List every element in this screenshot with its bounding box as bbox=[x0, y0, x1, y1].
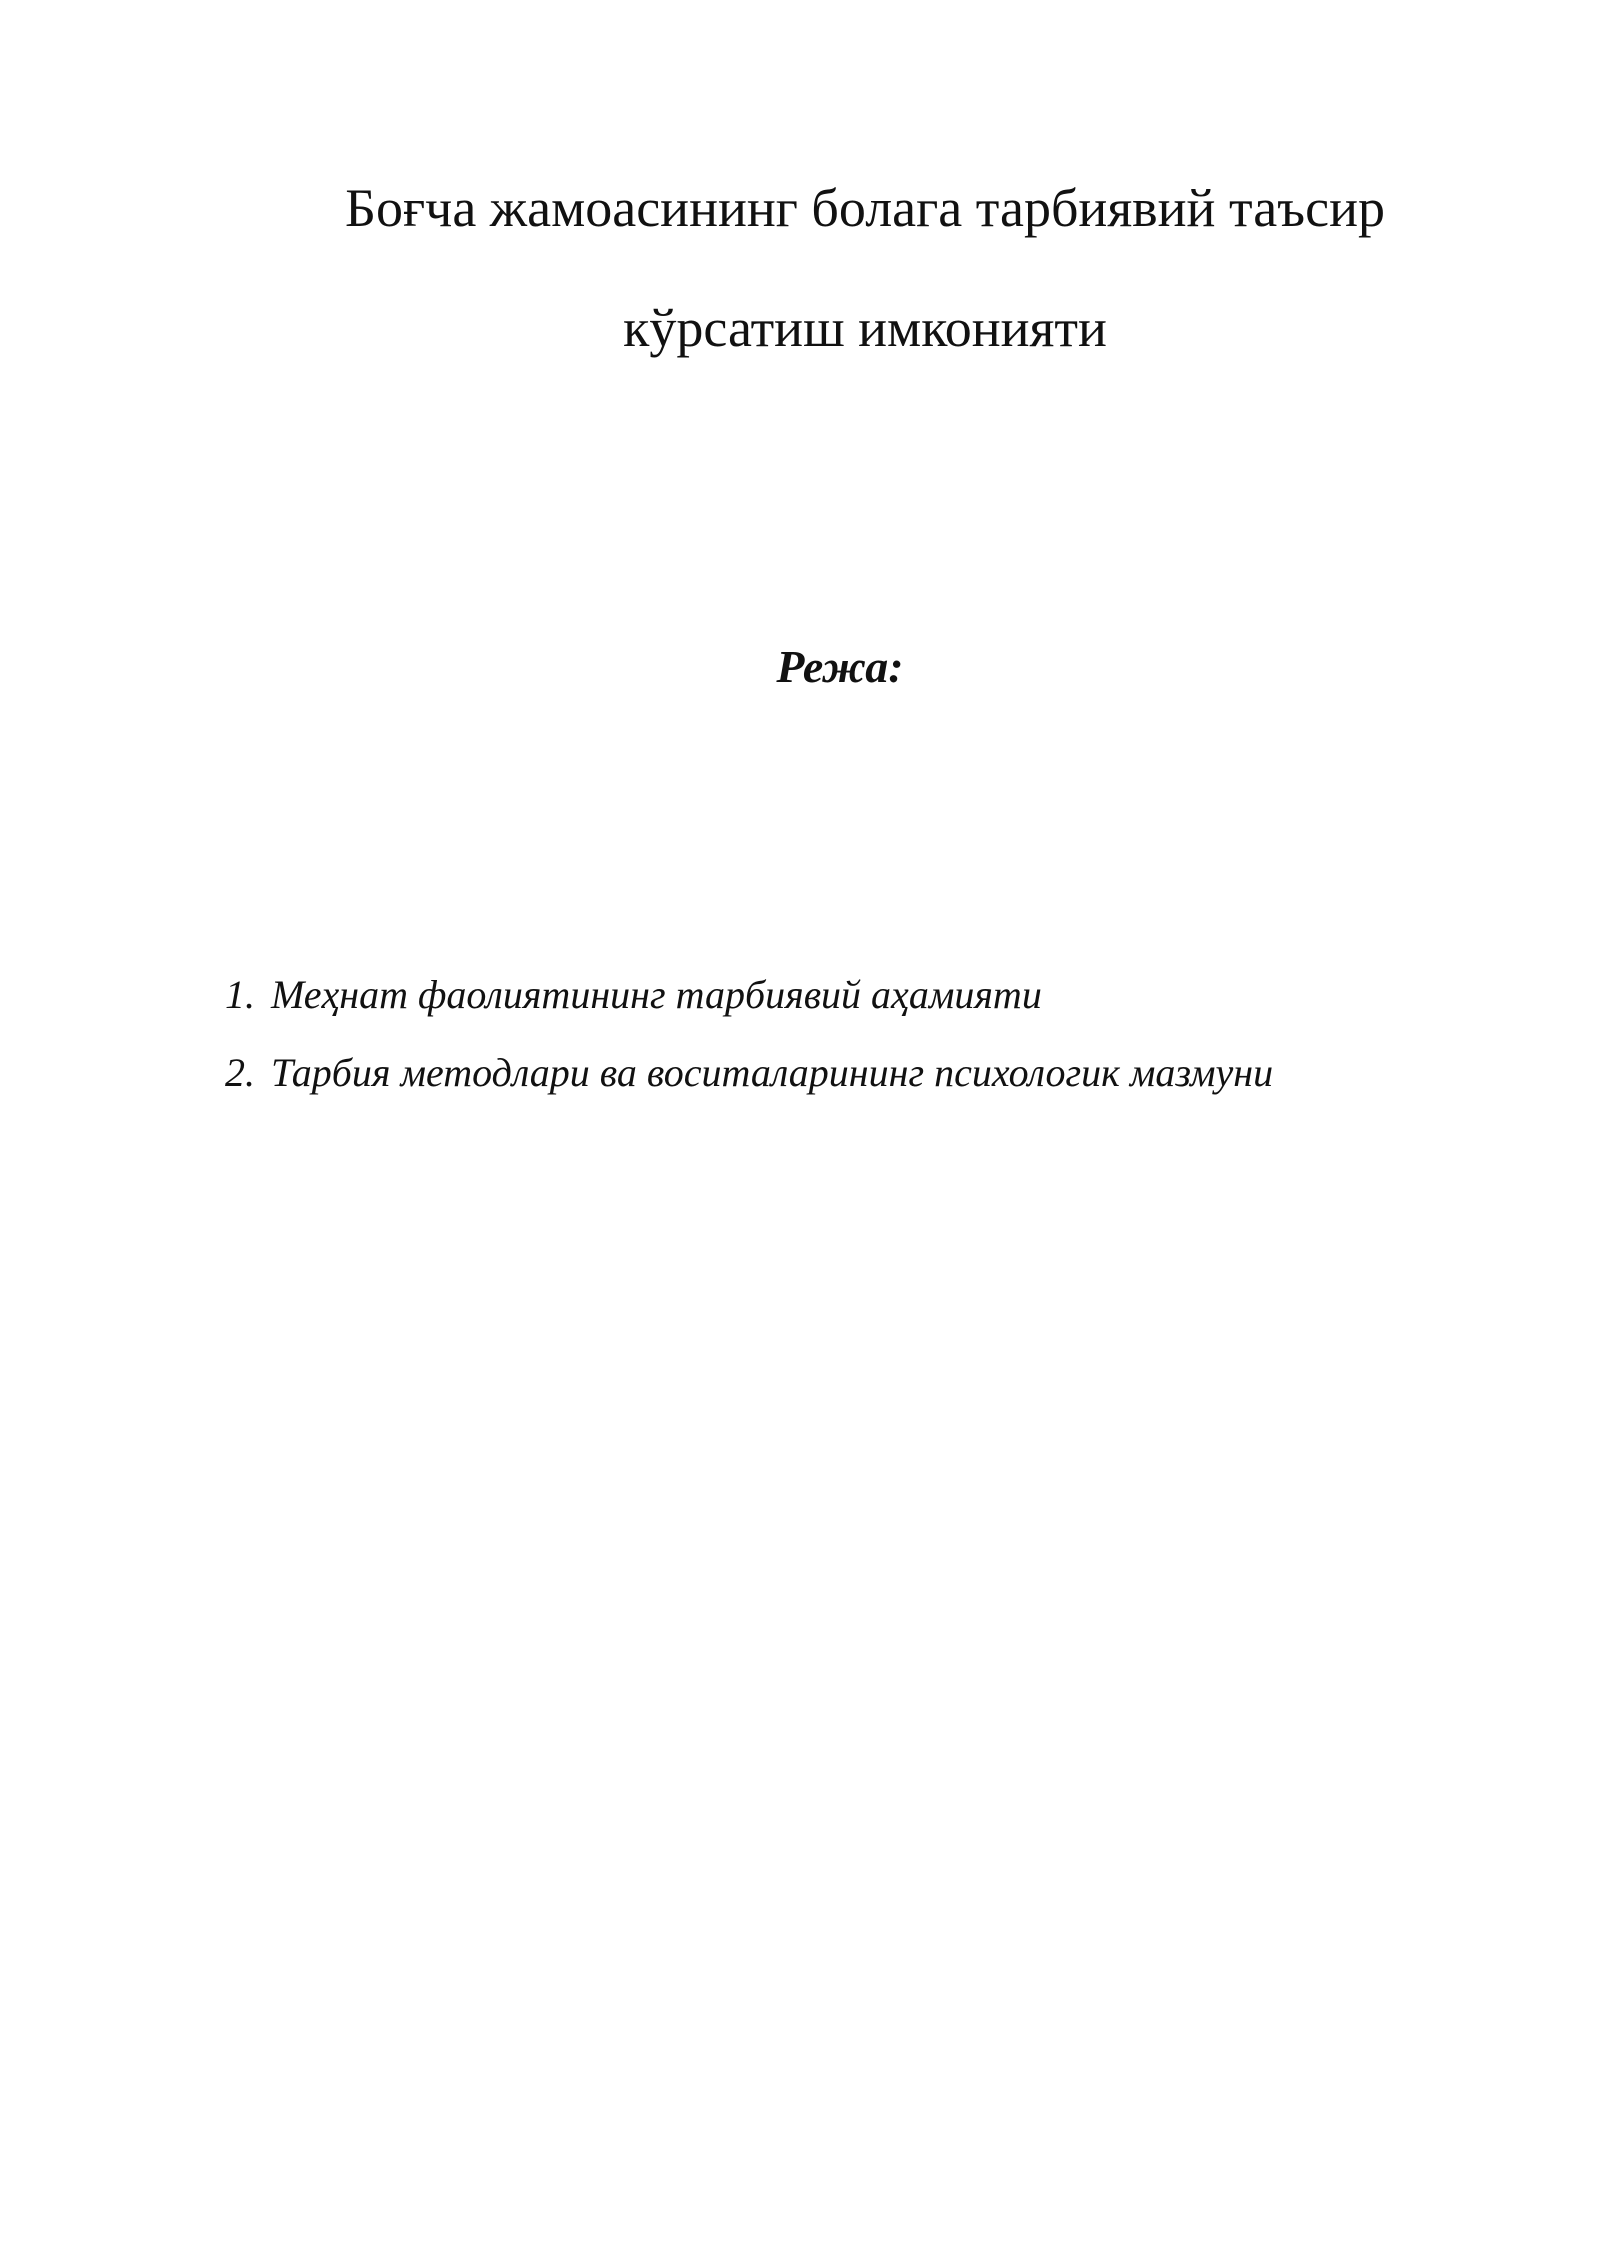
title-line-2: кўрсатиш имконияти bbox=[623, 298, 1107, 358]
document-title bbox=[0, 148, 1600, 388]
plan-item-text: Тарбия методлари ва воситаларининг психологик мазмуни bbox=[271, 1050, 1274, 1095]
plan-list bbox=[225, 972, 1274, 1131]
plan-item-text: Меҳнат фаолиятининг тарбиявий аҳамияти bbox=[271, 972, 1042, 1017]
plan-item-number: 1. bbox=[225, 972, 255, 1017]
plan-item bbox=[225, 1050, 1274, 1095]
plan-heading: Режа: bbox=[776, 641, 904, 692]
title-line-1: Боғча жамоасининг болага тарбиявий таъсир bbox=[345, 178, 1385, 238]
plan-item-number: 2. bbox=[225, 1050, 255, 1095]
plan-item bbox=[225, 972, 1273, 1017]
